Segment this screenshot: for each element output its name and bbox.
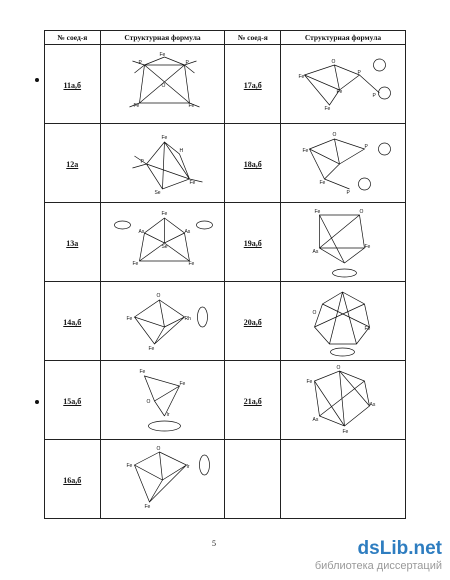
atom-label: Fe: [298, 74, 305, 80]
header-compound-number-left: № соед-я: [45, 31, 101, 45]
atom-label: Fe: [306, 379, 313, 385]
compound-id-19: 19а,б: [243, 239, 262, 248]
compound-id-15: 15а,б: [63, 397, 82, 406]
table-row: [45, 440, 406, 519]
compound-id-16: 16а,б: [63, 476, 82, 485]
atom-label: Fe: [188, 103, 194, 109]
watermark-logo: dsLib.net: [357, 538, 442, 559]
page-number: 5: [212, 539, 216, 548]
header-compound-number-right: № соед-я: [225, 31, 281, 45]
atom-label: As: [138, 229, 144, 235]
atom-label: O: [312, 310, 317, 316]
atom-label: Ir: [166, 412, 170, 418]
compound-id-13: 13а: [66, 239, 79, 248]
atom-label: Fe: [126, 316, 132, 322]
atom-label: Fe: [179, 381, 185, 387]
punch-hole-mark: [35, 78, 39, 82]
structure-13: [101, 203, 225, 281]
atom-label: Fe: [144, 504, 150, 510]
atom-label: P: [346, 190, 350, 196]
compound-id-17: 17а,б: [243, 81, 262, 90]
table-header-row: [45, 31, 406, 45]
atom-label: Fe: [133, 103, 139, 109]
table-row: [45, 203, 406, 282]
punch-hole-mark: [35, 400, 39, 404]
table-row: [45, 124, 406, 203]
atom-label: O: [156, 293, 160, 299]
atom-label: Fe: [148, 346, 154, 352]
atom-label: P: [140, 159, 144, 165]
atom-label: As: [369, 402, 376, 408]
structure-18: [281, 124, 405, 202]
atom-label: O: [331, 59, 336, 65]
compounds-table: [44, 30, 406, 519]
atom-label: O: [332, 132, 337, 138]
atom-label: Fe: [302, 148, 309, 154]
atom-label: Fe: [314, 209, 321, 215]
atom-label: P: [185, 60, 189, 66]
atom-label: O: [156, 446, 160, 452]
atom-label: Fe: [324, 106, 331, 112]
atom-label: O: [336, 365, 341, 371]
atom-label: Fe: [139, 369, 145, 375]
header-structural-formula-right: Структурная формула: [281, 31, 406, 45]
structure-11: [101, 45, 225, 123]
compound-id-11: 11а,б: [63, 81, 82, 90]
atom-label: Fe: [319, 180, 326, 186]
structure-14: [101, 282, 225, 360]
watermark-subtitle: библиотека диссертаций: [314, 560, 442, 572]
table-row: [45, 45, 406, 124]
atom-label: Fe: [161, 211, 167, 217]
compound-id-18: 18а,б: [243, 160, 262, 169]
structure-19: [281, 203, 405, 281]
atom-label: P: [138, 60, 142, 66]
atom-label: Fe: [364, 244, 371, 250]
atom-label: O: [359, 209, 364, 215]
atom-label: Se: [154, 190, 161, 196]
atom-label: P: [364, 144, 368, 150]
structure-20: [281, 282, 405, 360]
atom-label: Fe: [126, 463, 132, 469]
atom-label: As: [312, 249, 319, 255]
header-structural-formula-left: Структурная формула: [100, 31, 225, 45]
compound-id-12: 12а: [66, 160, 79, 169]
compound-id-21: 21а,б: [243, 397, 262, 406]
atom-label: P: [372, 93, 376, 99]
watermark: [315, 538, 442, 572]
table-row: [45, 282, 406, 361]
atom-label: Fe: [161, 135, 167, 141]
atom-label: Fe: [159, 52, 165, 58]
atom-label: As: [312, 417, 319, 423]
atom-label: P: [357, 70, 361, 76]
atom-label: O: [161, 83, 165, 89]
atom-label: H: [179, 148, 183, 154]
atom-label: Rh: [184, 316, 191, 322]
structure-16: [101, 440, 225, 518]
table-row: [45, 361, 406, 440]
atom-label: Fe: [132, 261, 138, 267]
atom-label: Fe: [188, 261, 194, 267]
compound-id-20: 20а,б: [243, 318, 262, 327]
structure-12: [101, 124, 225, 202]
structure-21: [281, 361, 405, 439]
atom-label: Fe: [189, 180, 195, 186]
atom-label: As: [184, 229, 190, 235]
empty-formula-cell: [281, 440, 406, 519]
atom-label: Se: [161, 244, 168, 250]
atom-label: Fe: [342, 429, 349, 435]
atom-label: Ir: [186, 464, 190, 470]
compound-id-14: 14а,б: [63, 318, 82, 327]
structure-17: [281, 45, 405, 123]
atom-label: Fe: [336, 89, 343, 95]
structure-15: [101, 361, 225, 439]
atom-label: O: [146, 399, 150, 405]
atom-label: Fe: [364, 326, 371, 332]
